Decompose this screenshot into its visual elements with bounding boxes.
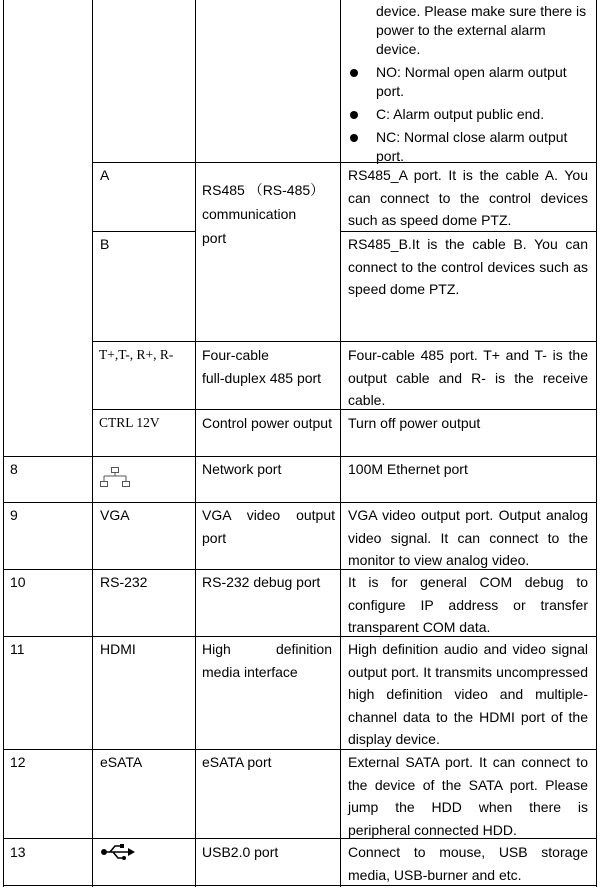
rs485-a-description: RS485_A port. It is the cable A. You can connect to the control devices such as speed dome PTZ.: [348, 167, 588, 228]
ctrl-description: Turn off power output: [348, 415, 481, 431]
usb-icon: [100, 843, 136, 861]
port-name-line: communication: [202, 206, 297, 222]
description-continuation: device. Please make sure there is power to the external alarm device.: [376, 3, 587, 57]
row-border: [92, 231, 195, 232]
network-icon: [100, 466, 130, 490]
port-label: RS-232: [100, 574, 148, 590]
port-label-b: B: [100, 236, 110, 252]
port-name-line: RS485 （RS-485）: [202, 182, 325, 198]
port-name: eSATA port: [202, 754, 272, 770]
rs485-port-name: [202, 178, 334, 250]
port-label: eSATA: [100, 754, 143, 770]
row-number: 9: [10, 507, 18, 523]
row-border: [3, 502, 597, 503]
row-number: 11: [10, 641, 25, 657]
bullet-text: NC: Normal close alarm output port.: [376, 129, 568, 164]
row-border: [3, 456, 597, 457]
port-name: High definition media interface: [202, 641, 332, 680]
row-border: [92, 341, 597, 342]
table-border-right: [596, 0, 597, 887]
row-number: 8: [10, 461, 18, 477]
bullet-icon: [350, 111, 358, 119]
port-description: High definition audio and video signal output port. It transmits uncompressed high definition video and multiple-channel data to the HDMI port of the display device.: [348, 641, 588, 747]
port-name: Network port: [202, 461, 282, 477]
row-number: 12: [10, 754, 26, 770]
row-number: 10: [10, 574, 26, 590]
port-name-line: port: [202, 230, 227, 246]
bullet-text: NO: Normal open alarm output port.: [376, 64, 567, 99]
port-name-line: full-duplex 485 port: [202, 369, 322, 386]
port-name-line: Four-cable: [202, 347, 269, 363]
table-border-col2: [195, 0, 196, 887]
bullet-icon: [350, 134, 358, 142]
bullet-text: C: Alarm output public end.: [376, 106, 545, 122]
bullet-item: [348, 105, 590, 124]
bullet-item: [348, 128, 590, 166]
port-description: Connect to mouse, USB storage media, USB-burner and etc.: [348, 844, 588, 883]
port-description: External SATA port. It can connect to the device of the SATA port. Please jump the HDD when there is peripheral connected HDD.: [348, 754, 588, 838]
rs485-b-description: RS485_B.It is the cable B. You can connect to the control devices such as speed dome PTZ.: [348, 236, 588, 297]
table-border-col1: [92, 0, 93, 887]
port-name: RS-232 debug port: [202, 574, 321, 590]
port-label: HDMI: [100, 641, 136, 657]
port-name: VGA video output port: [202, 507, 335, 546]
port-description: It is for general COM debug to configure IP address or transfer transparent COM data.: [348, 574, 588, 635]
four-cable-port-name: [202, 344, 337, 389]
port-label-ctrl: CTRL 12V: [99, 415, 160, 430]
alarm-output-description: [348, 2, 590, 170]
port-name: USB2.0 port: [202, 844, 279, 860]
table-border-left: [3, 0, 4, 887]
port-description: 100M Ethernet port: [348, 461, 468, 477]
port-label-a: A: [100, 167, 110, 183]
port-label: VGA: [100, 507, 130, 523]
port-description: VGA video output port. Output analog video signal. It can connect to the monitor to view analog video.: [348, 507, 588, 568]
four-cable-description: Four-cable 485 port. T+ and T- is the output cable and R- is the receive cable.: [348, 347, 588, 408]
bullet-item: [348, 63, 590, 101]
table-border-col3: [340, 0, 341, 887]
ctrl-port-name: Control power output: [202, 415, 332, 431]
bullet-icon: [350, 69, 358, 77]
row-number: 13: [10, 844, 26, 860]
port-label-four-cable: T+,T-, R+, R-: [99, 347, 174, 362]
